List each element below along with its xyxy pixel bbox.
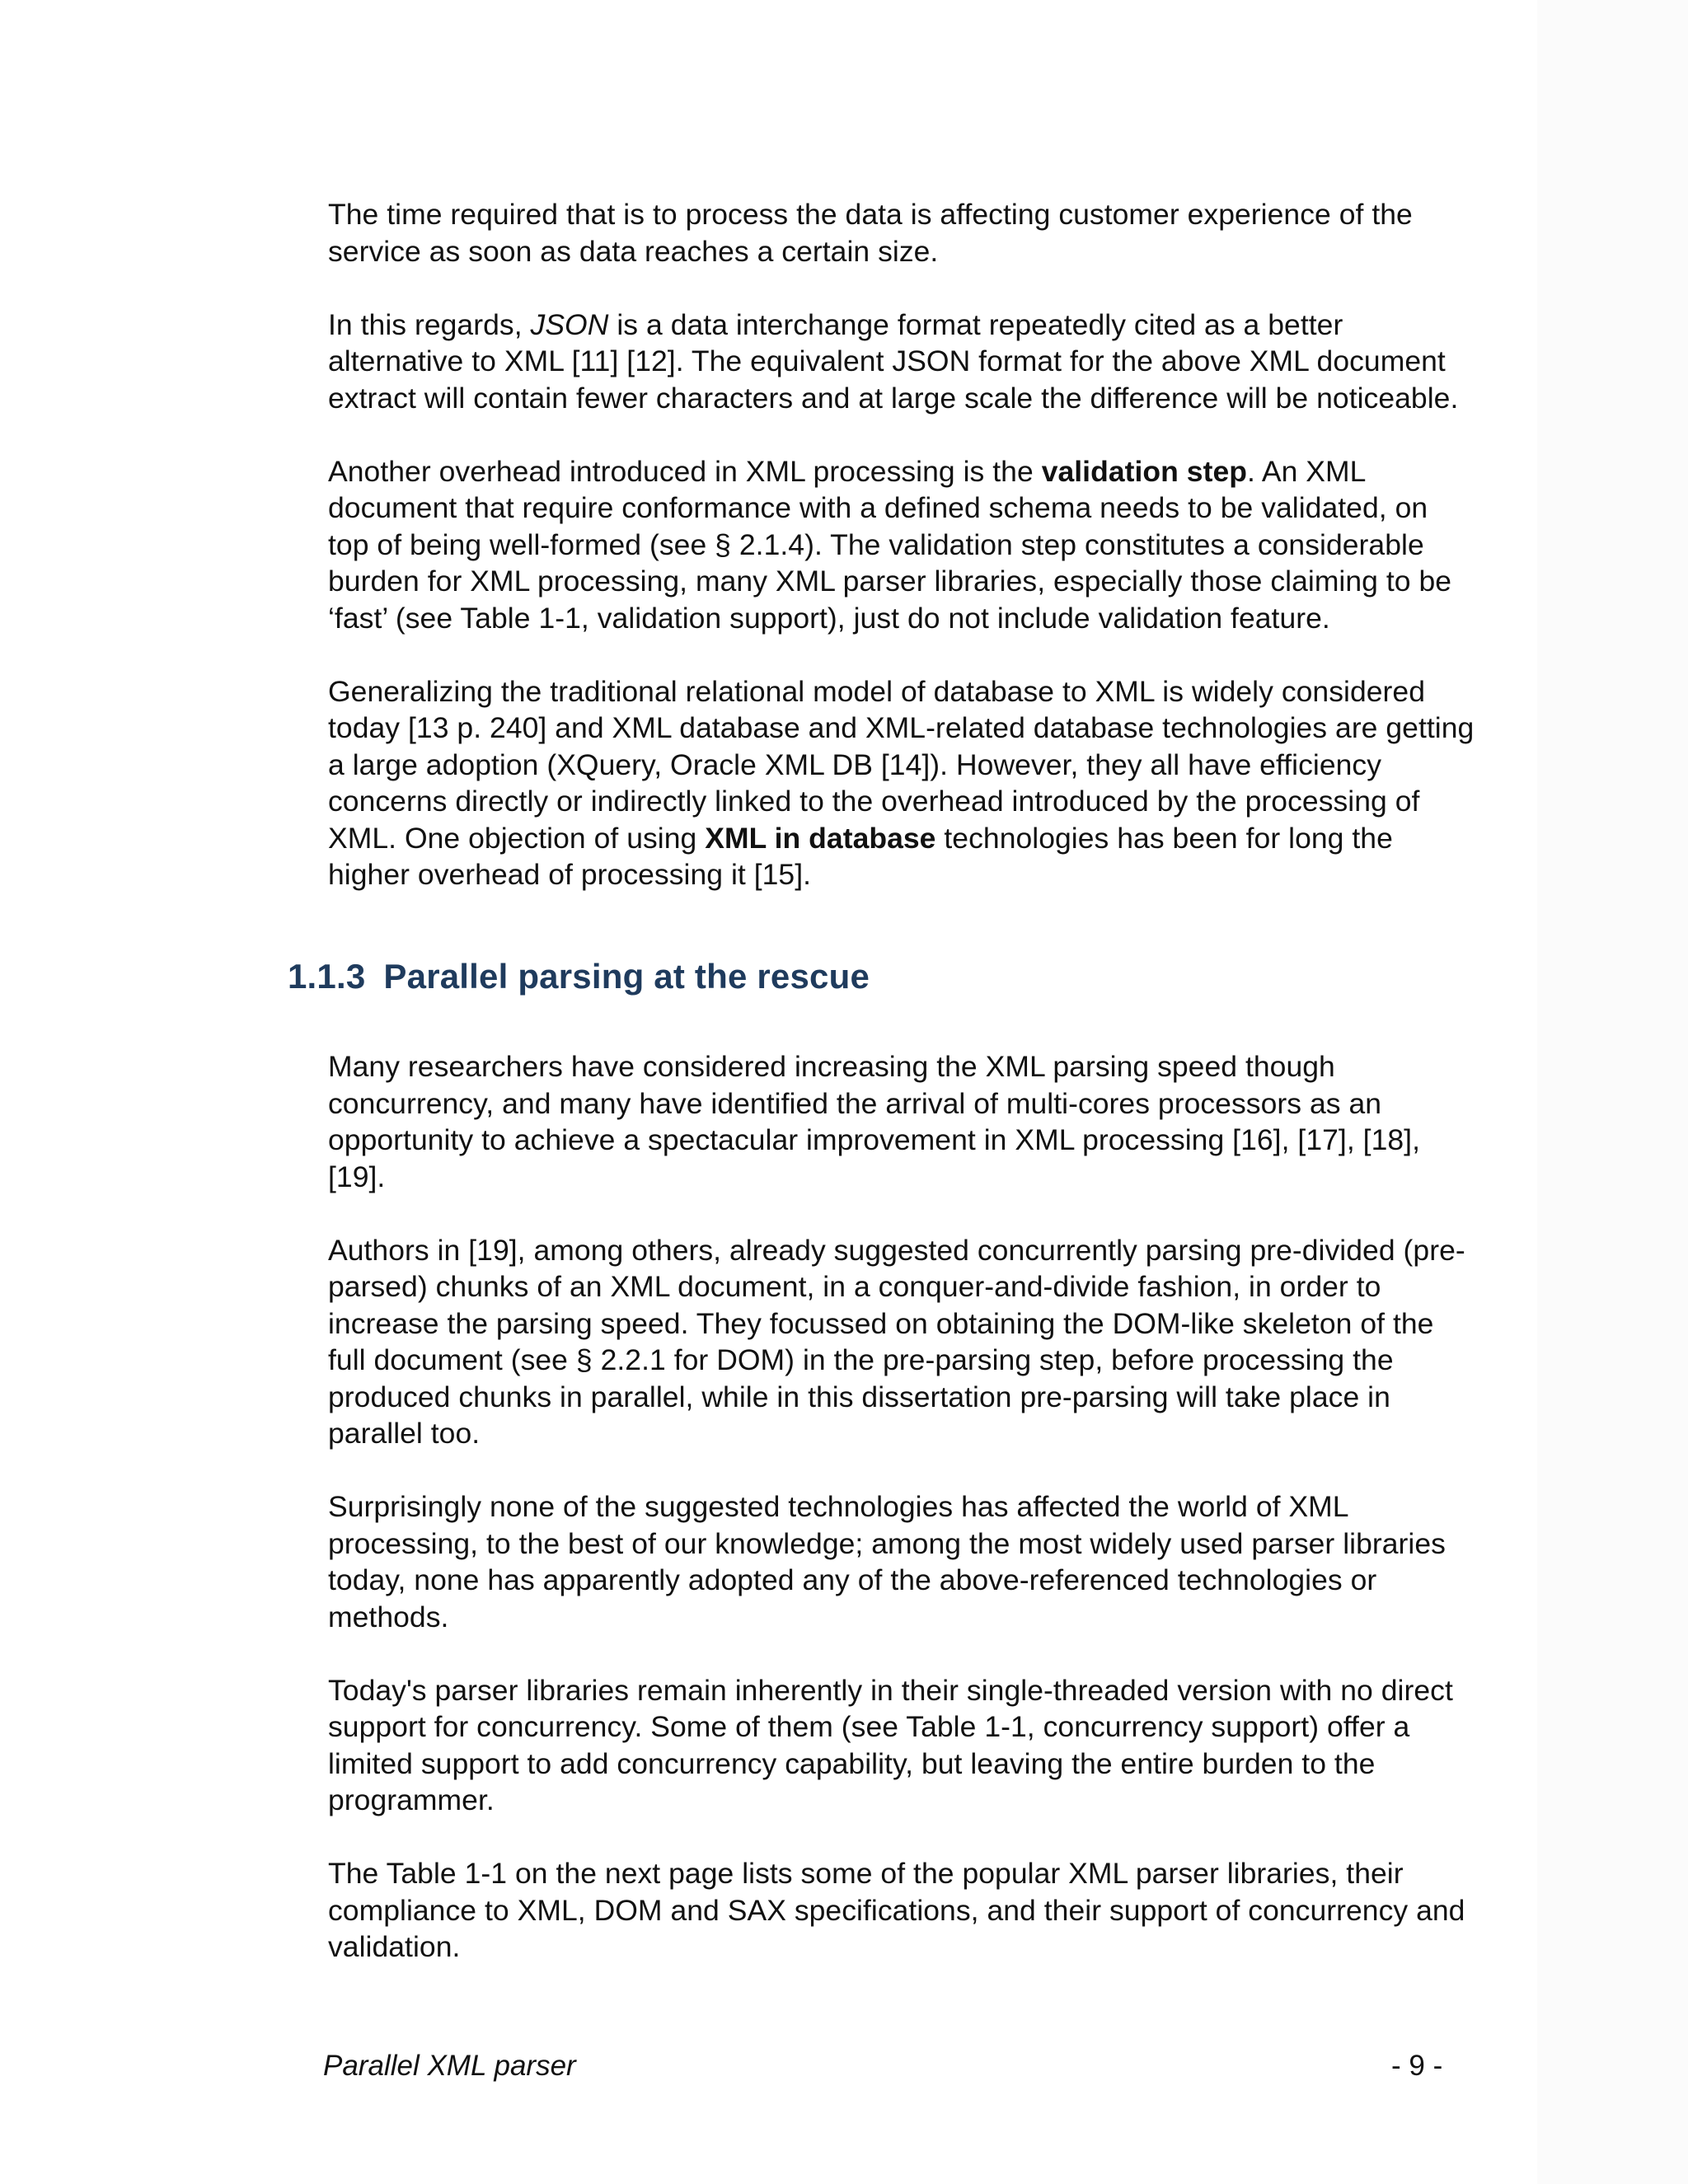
text-run: technologies has been for long the bbox=[935, 821, 1393, 855]
text-line: alternative to XML [11] [12]. The equivalent JSON format for the above XML document bbox=[328, 344, 1446, 377]
text-line: extract will contain fewer characters and at large scale the difference will be noticeable. bbox=[328, 381, 1459, 415]
text-line: The time required that is to process the data is affecting customer experience of the bbox=[328, 198, 1413, 231]
text-line: ‘fast’ (see Table 1-1, validation support), just do not include validation feature. bbox=[328, 601, 1330, 635]
text-run: is a data interchange format repeatedly cited as a better bbox=[608, 307, 1343, 341]
text-run: Another overhead introduced in XML processing is the bbox=[328, 454, 1042, 488]
text-line bbox=[328, 820, 1548, 857]
text-line: Authors in [19], among others, already suggested concurrently parsing pre-divided (pre- bbox=[328, 1233, 1465, 1267]
section-title: Parallel parsing at the rescue bbox=[383, 957, 870, 996]
text-line: Today's parser libraries remain inherently in their single-threaded version with no direct bbox=[328, 1673, 1453, 1707]
text-run: XML. One objection of using bbox=[328, 821, 706, 855]
paragraph-table-reference bbox=[328, 1855, 1548, 1966]
text-line: programmer. bbox=[328, 1783, 495, 1816]
paragraph-surprisingly bbox=[328, 1488, 1548, 1635]
text-line: parsed) chunks of an XML document, in a conquer-and-divide fashion, in order to bbox=[328, 1270, 1381, 1303]
text-line: higher overhead of processing it [15]. bbox=[328, 858, 812, 891]
paragraph-processing-time bbox=[328, 196, 1548, 269]
text-line: Generalizing the traditional relational model of database to XML is widely considered bbox=[328, 674, 1425, 708]
italic-term-json: JSON bbox=[530, 307, 609, 341]
text-line: methods. bbox=[328, 1600, 449, 1633]
bold-term-xml-in-database: XML in database bbox=[705, 821, 936, 855]
text-run: . An XML bbox=[1247, 454, 1367, 488]
text-line: Many researchers have considered increasing the XML parsing speed though bbox=[328, 1050, 1335, 1083]
text-line: limited support to add concurrency capability, but leaving the entire burden to the bbox=[328, 1746, 1376, 1780]
text-line: concurrency, and many have identified the arrival of multi-cores processors as an bbox=[328, 1086, 1382, 1120]
paragraph-xml-database bbox=[328, 673, 1548, 893]
text-line: service as soon as data reaches a certain size. bbox=[328, 234, 939, 268]
bold-term-validation-step: validation step bbox=[1041, 454, 1247, 488]
paragraph-researchers bbox=[328, 1048, 1548, 1195]
text-line: a large adoption (XQuery, Oracle XML DB [14]). However, they all have efficiency bbox=[328, 748, 1382, 781]
text-line: document that require conformance with a defined schema needs to be validated, on bbox=[328, 491, 1428, 524]
text-line: increase the parsing speed. They focussed on obtaining the DOM-like skeleton of the bbox=[328, 1306, 1434, 1340]
section-heading bbox=[288, 957, 870, 996]
text-run: In this regards, bbox=[328, 307, 531, 341]
text-line: validation. bbox=[328, 1930, 461, 1963]
text-line: parallel too. bbox=[328, 1417, 481, 1450]
section-body-top bbox=[328, 196, 1548, 930]
paragraph-todays-libraries bbox=[328, 1672, 1548, 1819]
text-line: [19]. bbox=[328, 1160, 386, 1193]
text-line: opportunity to achieve a spectacular improvement in XML processing [16], [17], [18], bbox=[328, 1123, 1420, 1156]
footer-document-title: Parallel XML parser bbox=[323, 2050, 576, 2082]
text-line: compliance to XML, DOM and SAX specifications, and their support of concurrency and bbox=[328, 1893, 1465, 1927]
section-body-parallel-parsing bbox=[328, 1048, 1548, 2002]
paragraph-authors bbox=[328, 1232, 1548, 1452]
footer-page-number: - 9 - bbox=[1391, 2050, 1443, 2082]
section-number: 1.1.3 bbox=[288, 957, 366, 996]
text-line bbox=[328, 307, 1548, 344]
text-line: concerns directly or indirectly linked to the overhead introduced by the processing of bbox=[328, 785, 1420, 818]
text-line: today [13 p. 240] and XML database and XML-related database technologies are getting bbox=[328, 711, 1475, 744]
text-line: full document (see § 2.2.1 for DOM) in the pre-parsing step, before processing the bbox=[328, 1343, 1394, 1376]
page-margin-shade bbox=[1537, 0, 1688, 2184]
text-line: burden for XML processing, many XML parser libraries, especially those claiming to be bbox=[328, 565, 1452, 598]
text-line: The Table 1-1 on the next page lists some of the popular XML parser libraries, their bbox=[328, 1857, 1404, 1890]
paragraph-json bbox=[328, 307, 1548, 417]
paragraph-validation bbox=[328, 453, 1548, 637]
text-line: support for concurrency. Some of them (see Table 1-1, concurrency support) offer a bbox=[328, 1710, 1410, 1743]
text-line bbox=[328, 453, 1548, 490]
text-line: processing, to the best of our knowledge; among the most widely used parser libraries bbox=[328, 1526, 1446, 1560]
text-line: produced chunks in parallel, while in this dissertation pre-parsing will take place in bbox=[328, 1380, 1390, 1413]
text-line: Surprisingly none of the suggested technologies has affected the world of XML bbox=[328, 1490, 1349, 1523]
text-line: today, none has apparently adopted any of the above-referenced technologies or bbox=[328, 1563, 1377, 1596]
text-line: top of being well-formed (see § 2.1.4). The validation step constitutes a considerable bbox=[328, 527, 1424, 561]
